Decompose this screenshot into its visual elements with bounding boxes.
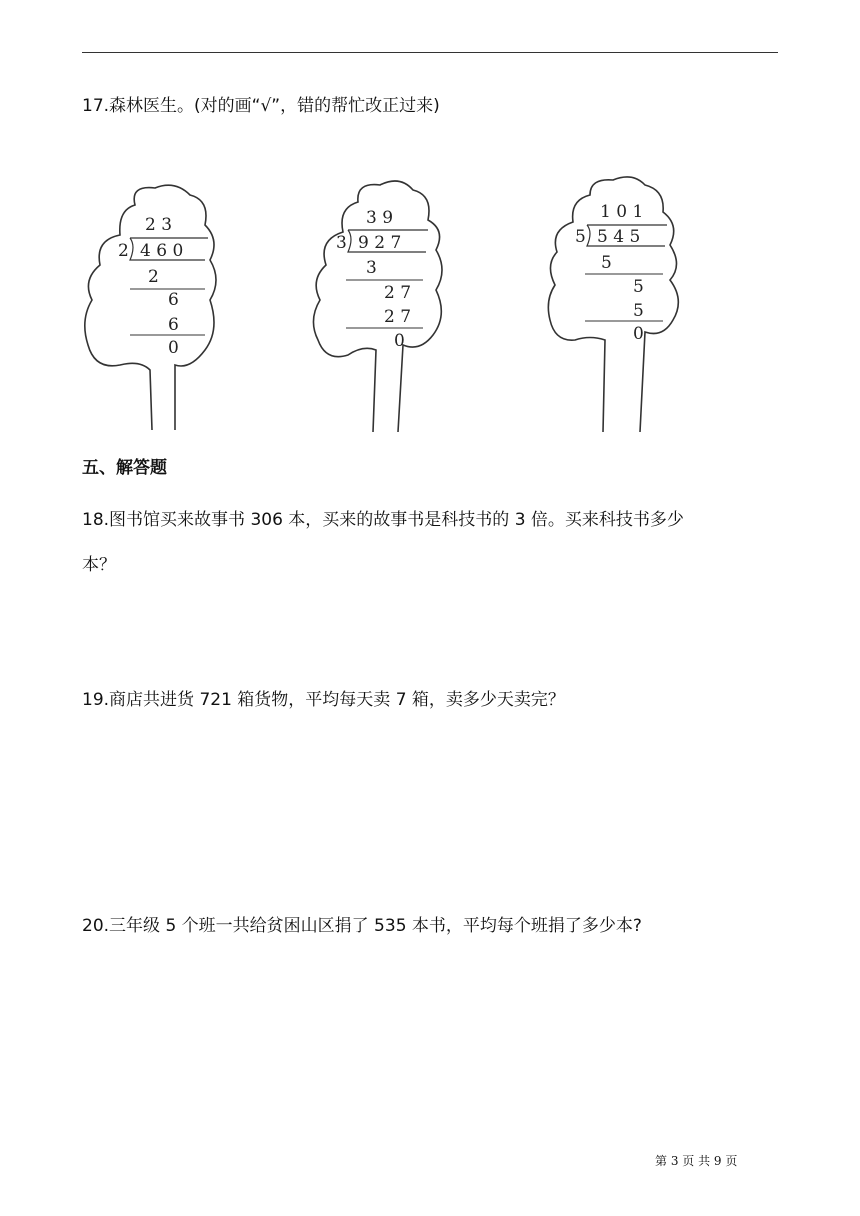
page-footer: 第 3 页 共 9 页 (655, 1154, 738, 1168)
tree-1 (80, 170, 220, 435)
tree-3 (545, 170, 685, 435)
tree-1-step-2: 6 (168, 290, 179, 310)
tree-2 (308, 170, 448, 435)
tree-3-quotient: 1 0 1 (600, 202, 644, 222)
tree-3-step-3: 5 (633, 301, 644, 321)
tree-2-step-1: 3 (366, 258, 377, 278)
header-rule (82, 52, 778, 53)
tree-2-step-4: 0 (394, 331, 405, 351)
question-19: 19.商店共进货 721 箱货物，平均每天卖 7 箱，卖多少天卖完？ (82, 690, 565, 710)
tree-2-step-2: 2 7 (384, 283, 412, 303)
tree-1-divisor: 2 (118, 241, 129, 261)
tree-1-dividend: 4 6 0 (140, 241, 184, 261)
tree-3-step-2: 5 (633, 277, 644, 297)
tree-2-divisor: 3 (336, 233, 347, 253)
question-20: 20.三年级 5 个班一共给贫困山区捐了 535 本书，平均每个班捐了多少本? (82, 916, 642, 936)
tree-3-step-1: 5 (601, 253, 612, 273)
question-18-line-2: 本？ (82, 555, 116, 575)
section-heading: 五、解答题 (82, 458, 167, 478)
tree-1-step-1: 2 (148, 267, 159, 287)
tree-3-divisor: 5 (575, 227, 586, 247)
tree-1-step-3: 6 (168, 315, 179, 335)
tree-illustrations (70, 170, 710, 440)
question-18-line-1: 18.图书馆买来故事书 306 本，买来的故事书是科技书的 3 倍。买来科技书多少 (82, 510, 684, 530)
tree-3-step-4: 0 (633, 324, 644, 344)
tree-1-quotient: 2 3 (145, 215, 173, 235)
tree-2-quotient: 3 9 (366, 208, 394, 228)
tree-1-step-4: 0 (168, 338, 179, 358)
question-17: 17.森林医生。(对的画“√”，错的帮忙改正过来) (82, 96, 440, 116)
tree-2-dividend: 9 2 7 (358, 233, 402, 253)
tree-3-dividend: 5 4 5 (597, 227, 641, 247)
tree-2-step-3: 2 7 (384, 307, 412, 327)
